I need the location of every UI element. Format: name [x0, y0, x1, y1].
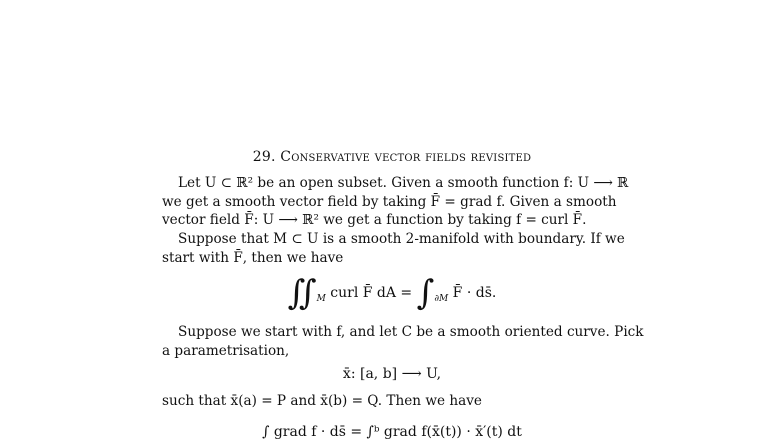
paragraph-2-line-2: start with F̄, then we have [162, 249, 344, 266]
equation-fundamental-theorem-partial [160, 424, 624, 441]
equation-greens-theorem [160, 273, 624, 313]
double-integral-symbol: ∬ [287, 273, 317, 313]
paragraph-3 [162, 323, 644, 360]
line-integral-symbol: ∫ [416, 273, 435, 313]
paragraph-3-line-2: a parametrisation, [162, 342, 290, 359]
paragraph-2-line-1: Suppose that M ⊂ U is a smooth 2-manifold with boundary. If we [178, 231, 625, 247]
equation-parametrisation [160, 366, 624, 382]
equation-middle: curl F̄ dA = [330, 285, 413, 301]
paragraph-1-line-2: we get a smooth vector field by taking F̄ = grad f. Given a smooth [162, 193, 617, 210]
boundary-label: ∂M [434, 293, 449, 304]
paragraph-1-line-3: vector field F̄: U ⟶ ℝ² we get a function by taking f = curl F̄. [162, 212, 587, 228]
paragraph-4-line-1: such that x̄(a) = P and x̄(b) = Q. Then we have [162, 393, 482, 409]
integral-domain-label: M [316, 293, 326, 304]
section-heading [160, 149, 624, 165]
paragraph-1-line-1: Let U ⊂ ℝ² be an open subset. Given a smooth function f: U ⟶ ℝ [178, 175, 629, 191]
paragraph-1 [162, 174, 629, 230]
fundamental-theorem-text: ∫ grad f · ds̄ = ∫ᵇ grad f(x̄(t)) · x̄′(t) dt [262, 424, 522, 440]
paragraph-3-line-1: Suppose we start with f, and let C be a smooth oriented curve. Pick [178, 324, 644, 340]
parametrisation-text: x̄: [a, b] ⟶ U, [342, 366, 442, 382]
paragraph-4 [162, 392, 624, 411]
section-title: Conservative vector fields revisited [280, 149, 532, 165]
paragraph-2 [162, 230, 624, 267]
equation-right: F̄ · ds̄. [452, 285, 497, 301]
section-number: 29. [252, 149, 276, 165]
